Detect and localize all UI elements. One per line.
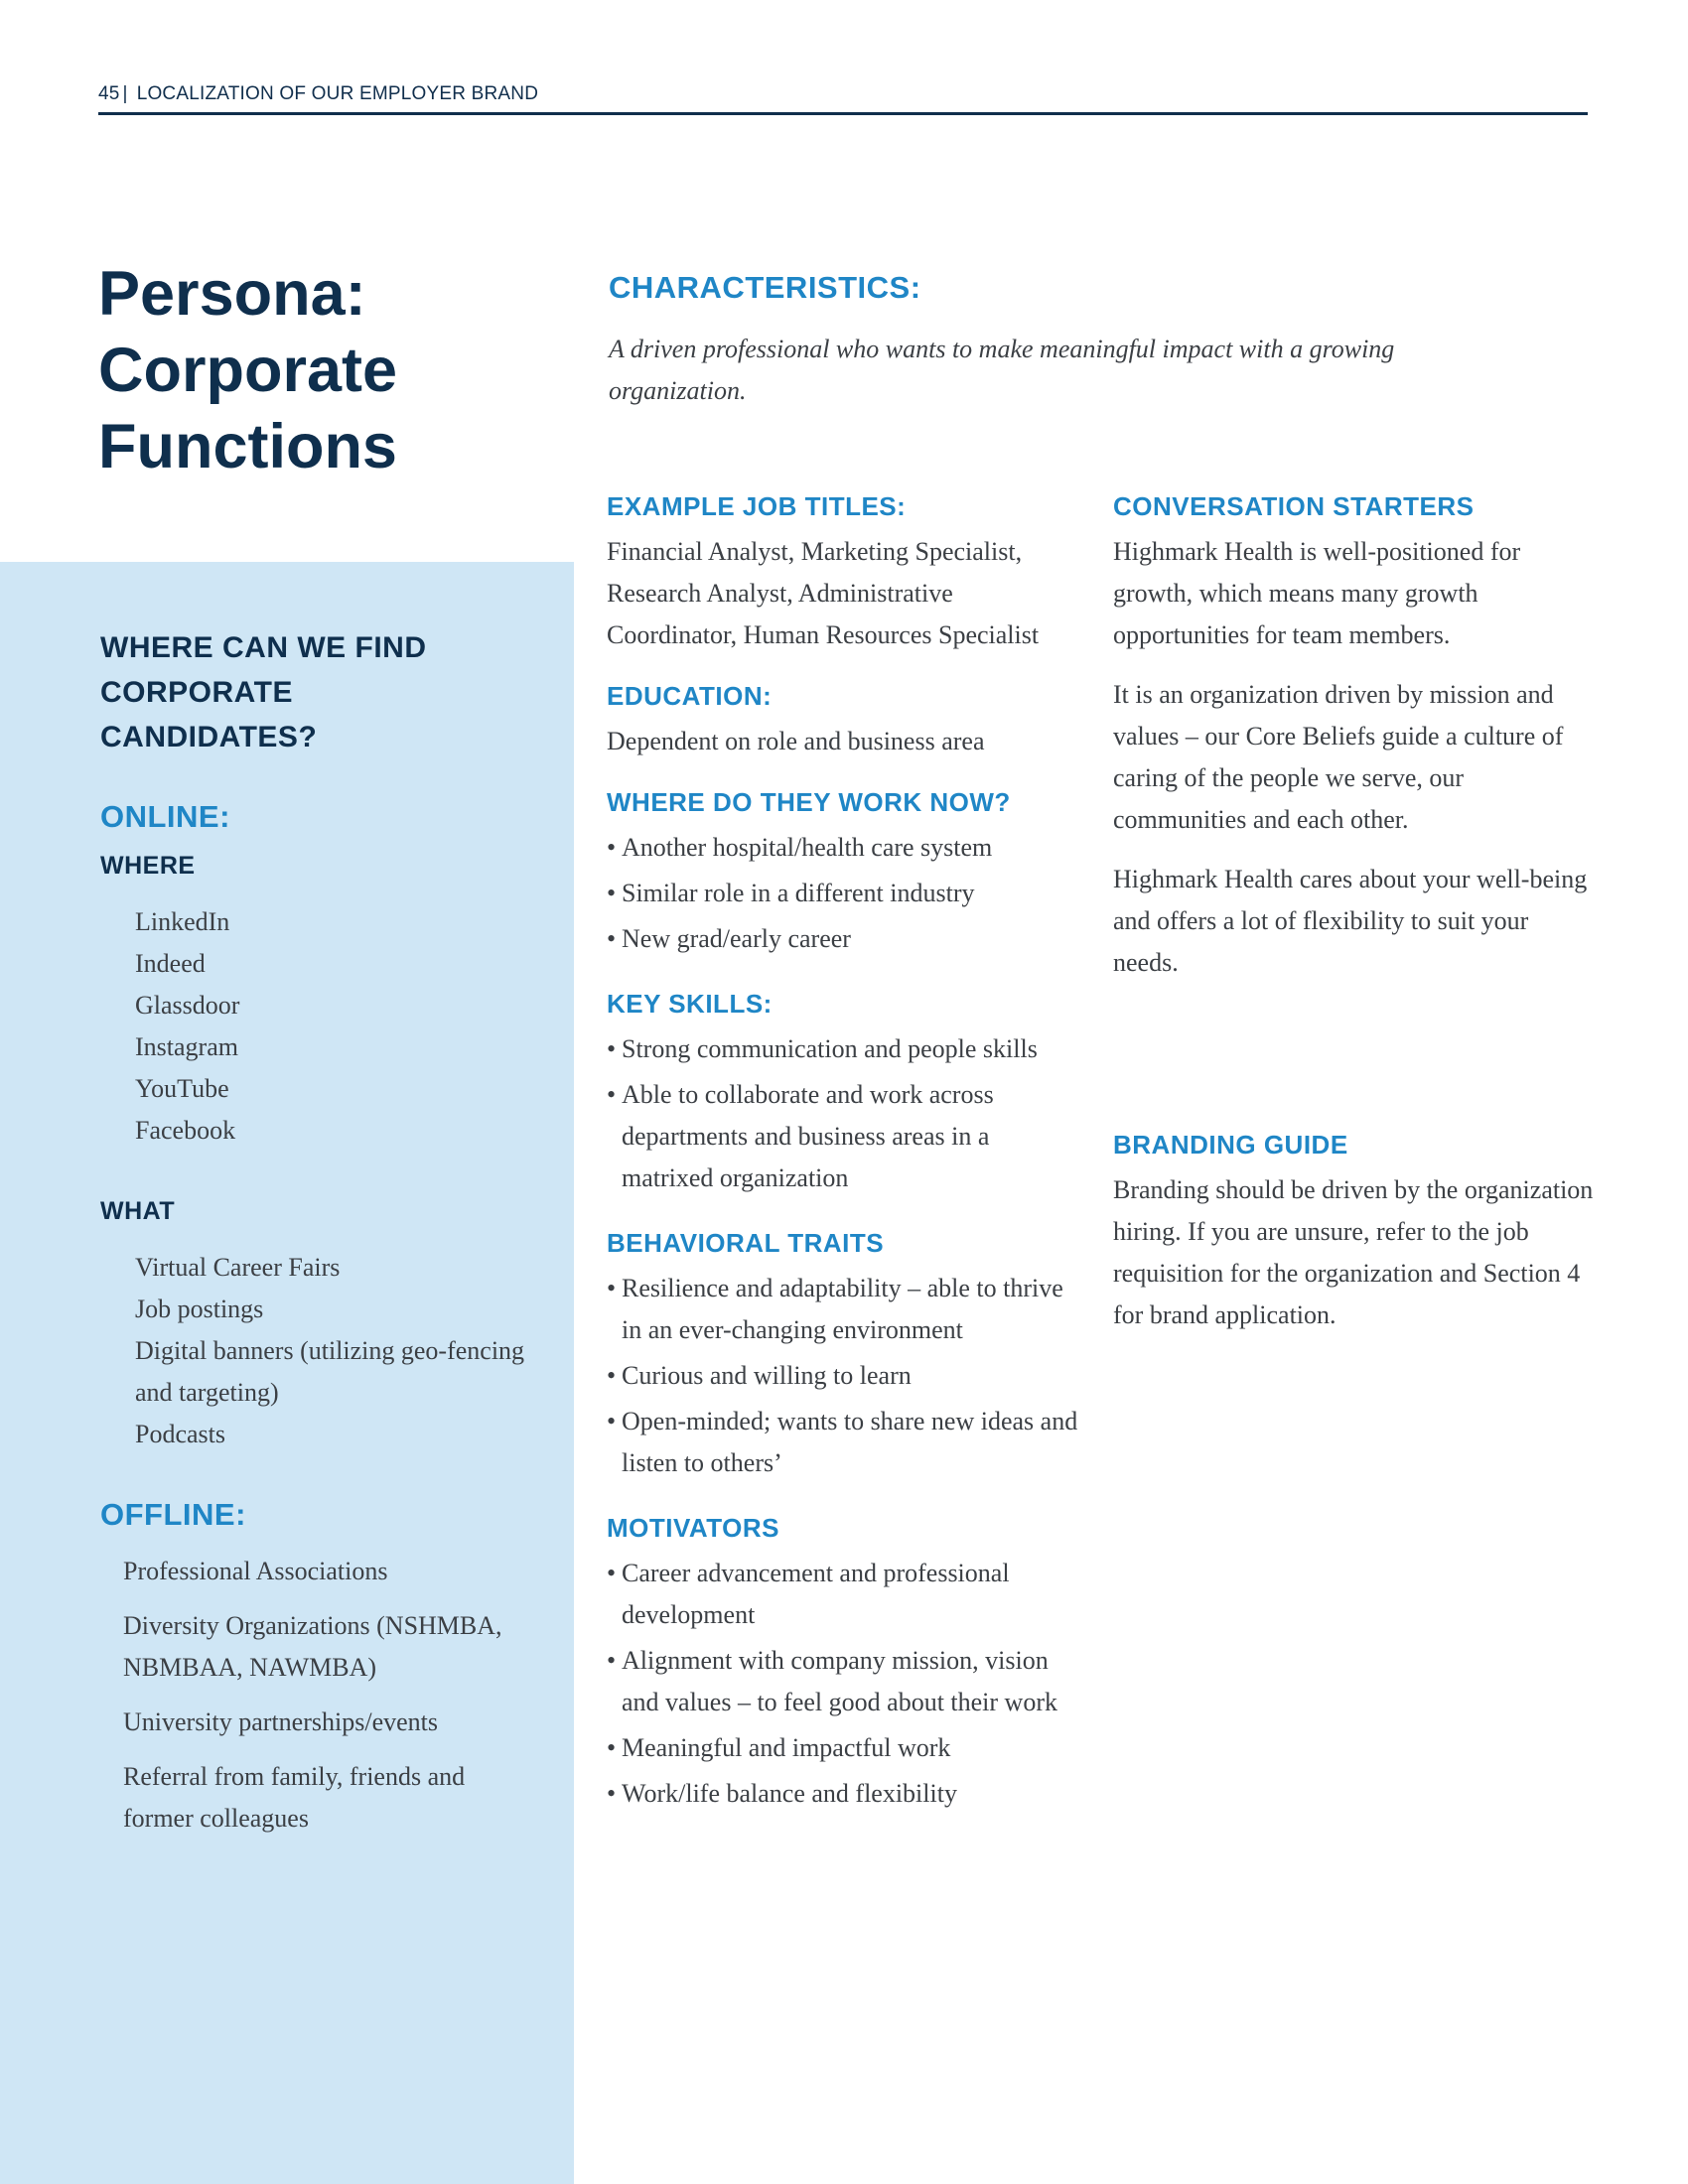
motivators-list — [607, 1553, 1083, 1815]
what-item: Digital banners (utilizing geo-fencing and targeting) — [135, 1336, 525, 1407]
find-heading-line-3: CANDIDATES? — [100, 721, 318, 753]
behavioral-trait-item: • Resilience and adaptability – able to thrive in an ever-changing environment — [607, 1268, 1083, 1351]
what-list — [135, 1247, 542, 1455]
what-heading: WHAT — [100, 1197, 176, 1225]
motivators-heading: MOTIVATORS — [607, 1513, 779, 1543]
behavioral-traits-list — [607, 1268, 1083, 1484]
conversation-paragraph: It is an organization driven by mission and values – our Core Beliefs guide a culture of caring of the people we serve, our communities and each other. — [1113, 680, 1564, 834]
header-rule — [98, 112, 1588, 115]
conversation-paragraph: Highmark Health is well-positioned for growth, which means many growth opportunities for team members. — [1113, 537, 1521, 649]
conversation-starters-heading: CONVERSATION STARTERS — [1113, 491, 1475, 521]
education-text: Dependent on role and business area — [607, 727, 985, 755]
offline-list — [123, 1551, 540, 1852]
conversation-paragraph: Highmark Health cares about your well-being and offers a lot of flexibility to suit your needs. — [1113, 865, 1588, 977]
title-line-1: Persona: — [98, 259, 366, 329]
find-candidates-heading — [100, 625, 426, 759]
where-item: Facebook — [135, 1116, 236, 1145]
middle-column — [607, 490, 1083, 1819]
title-line-2: Corporate — [98, 336, 398, 405]
offline-item: Referral from family, friends and former colleagues — [123, 1762, 466, 1833]
page-number: 45 — [98, 83, 120, 104]
work-now-list — [607, 827, 1083, 960]
motivator-item: • Career advancement and professional development — [607, 1553, 1083, 1636]
branding-guide-text: Branding should be driven by the organization hiring. If you are unsure, refer to the job requisition for the organization and Section 4 for brand application. — [1113, 1175, 1594, 1329]
characteristics-heading: CHARACTERISTICS: — [609, 270, 921, 305]
page-title — [98, 256, 397, 485]
right-column — [1113, 490, 1600, 1354]
work-now-item: • Similar role in a different industry — [607, 873, 1083, 914]
offline-item: Diversity Organizations (NSHMBA, NBMBAA, NAWMBA) — [123, 1611, 502, 1682]
where-list — [135, 901, 239, 1152]
section-title: LOCALIZATION OF OUR EMPLOYER BRAND — [136, 83, 539, 104]
behavioral-trait-item: • Open-minded; wants to share new ideas and listen to others’ — [607, 1401, 1083, 1484]
page-header — [98, 83, 1588, 105]
where-item: Indeed — [135, 949, 206, 978]
where-item: LinkedIn — [135, 907, 230, 936]
work-now-heading: WHERE DO THEY WORK NOW? — [607, 787, 1011, 817]
where-item: Instagram — [135, 1032, 238, 1061]
work-now-item: • New grad/early career — [607, 918, 1083, 960]
where-heading: WHERE — [100, 852, 196, 880]
what-item: Podcasts — [135, 1420, 225, 1448]
where-item: Glassdoor — [135, 991, 240, 1020]
work-now-item: • Another hospital/health care system — [607, 827, 1083, 869]
motivator-item: • Alignment with company mission, vision and values – to feel good about their work — [607, 1640, 1083, 1723]
key-skill-item: • Strong communication and people skills — [607, 1028, 1083, 1070]
offline-heading: OFFLINE: — [100, 1497, 246, 1532]
education-heading: EDUCATION: — [607, 681, 773, 711]
offline-item: Professional Associations — [123, 1557, 388, 1585]
find-heading-line-1: WHERE CAN WE FIND — [100, 631, 427, 664]
offline-item: University partnerships/events — [123, 1707, 438, 1736]
what-item: Job postings — [135, 1295, 264, 1323]
title-line-3: Functions — [98, 412, 397, 481]
job-titles-text: Financial Analyst, Marketing Specialist, Research Analyst, Administrative Coordinator, Human Resources Specialist — [607, 537, 1040, 649]
online-heading: ONLINE: — [100, 799, 230, 834]
branding-guide-heading: BRANDING GUIDE — [1113, 1130, 1348, 1160]
where-item: YouTube — [135, 1074, 229, 1103]
behavioral-trait-item: • Curious and willing to learn — [607, 1355, 1083, 1397]
header-divider: | — [122, 83, 128, 104]
characteristics-text: A driven professional who wants to make meaningful impact with a growing organization. — [609, 335, 1395, 405]
find-heading-line-2: CORPORATE — [100, 676, 293, 709]
key-skill-item: • Able to collaborate and work across departments and business areas in a matrixed organization — [607, 1074, 1083, 1199]
behavioral-traits-heading: BEHAVIORAL TRAITS — [607, 1228, 885, 1258]
key-skills-heading: KEY SKILLS: — [607, 989, 773, 1019]
motivator-item: • Work/life balance and flexibility — [607, 1773, 1083, 1815]
what-item: Virtual Career Fairs — [135, 1253, 341, 1282]
motivator-item: • Meaningful and impactful work — [607, 1727, 1083, 1769]
job-titles-heading: EXAMPLE JOB TITLES: — [607, 491, 907, 521]
key-skills-list — [607, 1028, 1083, 1199]
